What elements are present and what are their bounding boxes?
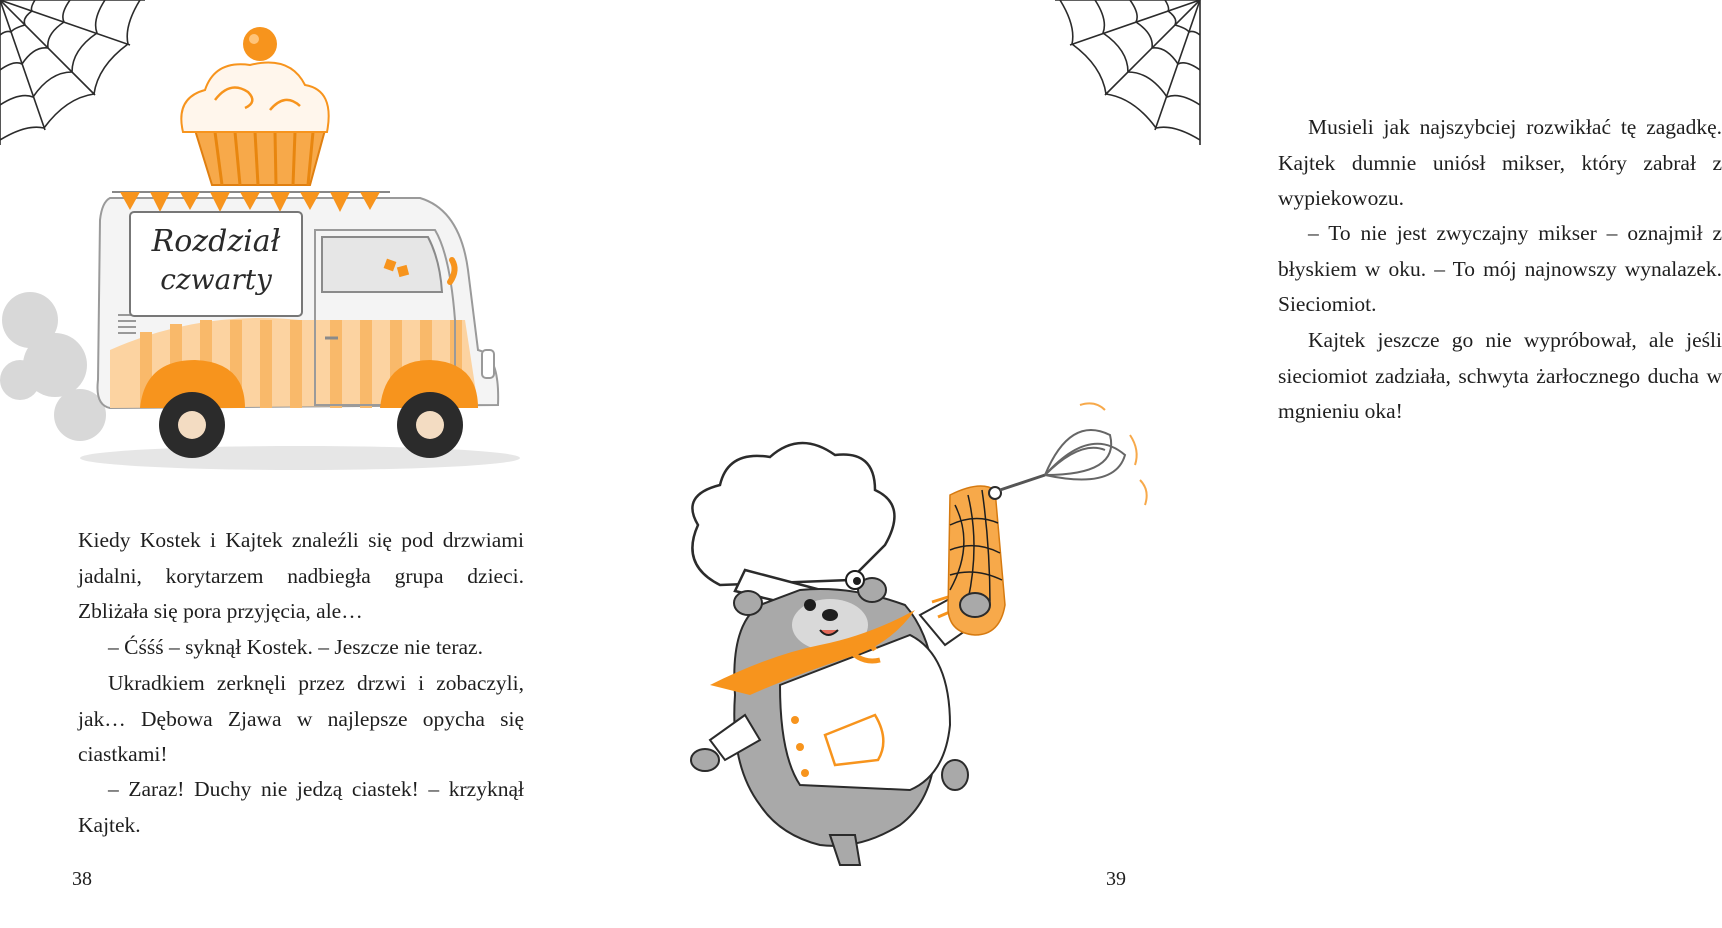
right-page	[600, 0, 1722, 928]
left-page	[0, 0, 600, 928]
page-number: 38	[72, 868, 92, 890]
chapter-sign	[132, 214, 300, 314]
page-number: 39	[1106, 868, 1126, 890]
paragraph-3: Ukradkiem zerknęli przez drzwi i zobaczyli, jak… Dębowa Zjawa w najlepsze opycha się ciastkami!	[78, 671, 524, 767]
paragraph-1: Kiedy Kostek i Kajtek znaleźli się pod drzwiami jadalni, korytarzem nadbiegła grupa dzieci. Zbliżała się pora przyjęcia, ale…	[78, 528, 524, 624]
paragraph-3: Kajtek jeszcze go nie wypróbował, ale jeśli sieciomiot zadziała, schwyta żarłocznego ducha w mgnieniu oka!	[1278, 328, 1722, 424]
paragraph-4: – Zaraz! Duchy nie jedzą ciastek! – krzyknął Kajtek.	[78, 777, 524, 837]
cupcake-icon	[181, 27, 328, 185]
paragraph-2: – Ćśśś – syknął Kostek. – Jeszcze nie teraz.	[108, 635, 483, 659]
paragraph-2: – To nie jest zwyczajny mikser – oznajmił z błyskiem w oku. – To mój najnowszy wynalazek. Sieciomiot.	[1278, 221, 1722, 317]
chapter-title-line1: Rozdział	[151, 224, 281, 259]
chapter-title-line2: czwarty	[160, 263, 272, 296]
paragraph-1: Musieli jak najszybciej rozwikłać tę zagadkę. Kajtek dumnie uniósł mikser, który zabrał z wypiekowozu.	[1278, 115, 1722, 211]
chef-hamster-illustration	[650, 395, 1170, 875]
food-truck-illustration	[0, 20, 600, 490]
